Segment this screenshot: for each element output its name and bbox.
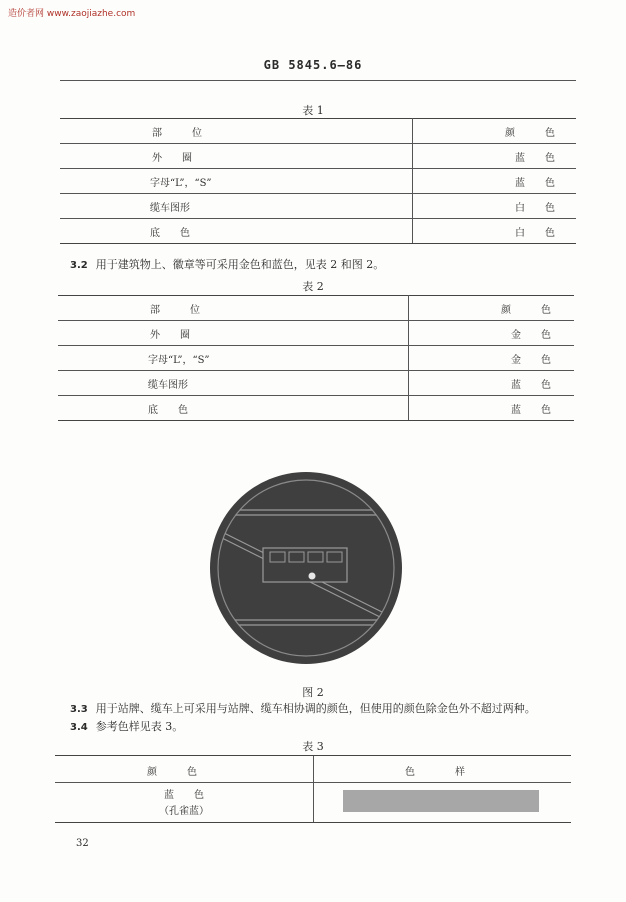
table1-row3-color: 白 色 xyxy=(515,202,555,214)
table2 xyxy=(58,295,574,421)
table3-caption: 表 3 xyxy=(302,740,324,753)
table2-row4-color: 蓝 色 xyxy=(511,404,551,416)
table2-row4-part: 底 色 xyxy=(148,404,188,416)
table1 xyxy=(60,118,576,244)
standard-number: GB 5845.6—86 xyxy=(263,58,363,72)
table2-row1-color: 金 色 xyxy=(511,329,551,341)
paragraph-3-4-number: 3.4 xyxy=(70,722,88,733)
paragraph-3-4 xyxy=(70,718,183,734)
paragraph-3-2-text: 用于建筑物上、徽章等可采用金色和蓝色，见表 2 和图 2。 xyxy=(95,258,385,271)
table-row xyxy=(58,321,574,346)
table3 xyxy=(55,755,571,823)
table1-row3-part: 缆车图形 xyxy=(150,202,190,214)
table-row xyxy=(58,346,574,371)
paragraph-3-3 xyxy=(70,700,536,716)
table2-row1-part: 外 圈 xyxy=(150,329,190,341)
table3-head-sample: 色 样 xyxy=(405,767,465,778)
table1-header-row xyxy=(60,119,576,144)
table-row xyxy=(60,144,576,169)
header-rule xyxy=(60,80,576,81)
table2-row2-color: 金 色 xyxy=(511,354,551,366)
table1-caption: 表 1 xyxy=(302,104,324,117)
table2-head-part: 部 位 xyxy=(150,304,200,316)
table2-header-row xyxy=(58,296,574,321)
paragraph-3-3-number: 3.3 xyxy=(70,704,88,715)
table3-head-color: 颜 色 xyxy=(147,767,197,778)
paragraph-3-2-number: 3.2 xyxy=(70,260,88,271)
table1-head-part: 部 位 xyxy=(152,127,202,139)
cable-car-icon xyxy=(263,548,347,582)
table-row xyxy=(58,396,574,421)
paragraph-3-3-text: 用于站牌、缆车上可采用与站牌、缆车相协调的颜色，但使用的颜色除金色外不超过两种。 xyxy=(95,702,536,715)
figure-caption: 图 2 xyxy=(302,686,324,699)
watermark: 造价者网 www.zaojiazhe.com xyxy=(8,9,136,19)
table2-head-color: 颜 色 xyxy=(501,304,551,316)
table3-column-divider xyxy=(313,756,314,822)
table3-color-name: 蓝 色 xyxy=(164,790,204,801)
table1-row1-part: 外 圈 xyxy=(152,152,192,164)
table3-header-divider xyxy=(55,782,571,783)
table-row xyxy=(60,194,576,219)
table1-row2-part: 字母“L”，“S” xyxy=(150,177,212,189)
table1-row4-part: 底 色 xyxy=(150,227,190,239)
table-row xyxy=(58,371,574,396)
table2-row2-part: 字母“L”，“S” xyxy=(148,354,210,366)
table2-row3-color: 蓝 色 xyxy=(511,379,551,391)
table-row xyxy=(60,219,576,244)
table1-head-color: 颜 色 xyxy=(505,127,555,139)
table3-color-note: （孔雀蓝） xyxy=(159,806,209,817)
page-number: 32 xyxy=(76,838,89,849)
table-row xyxy=(60,169,576,194)
peacock-blue-swatch xyxy=(343,790,539,812)
paragraph-3-4-text: 参考色样见表 3。 xyxy=(95,720,184,733)
table2-row3-part: 缆车图形 xyxy=(148,379,188,391)
table1-row2-color: 蓝 色 xyxy=(515,177,555,189)
table1-row1-color: 蓝 色 xyxy=(515,152,555,164)
paragraph-3-2 xyxy=(70,256,384,272)
table2-caption: 表 2 xyxy=(302,280,324,293)
cable-car-sign-figure xyxy=(208,470,404,666)
table1-row4-color: 白 色 xyxy=(515,227,555,239)
